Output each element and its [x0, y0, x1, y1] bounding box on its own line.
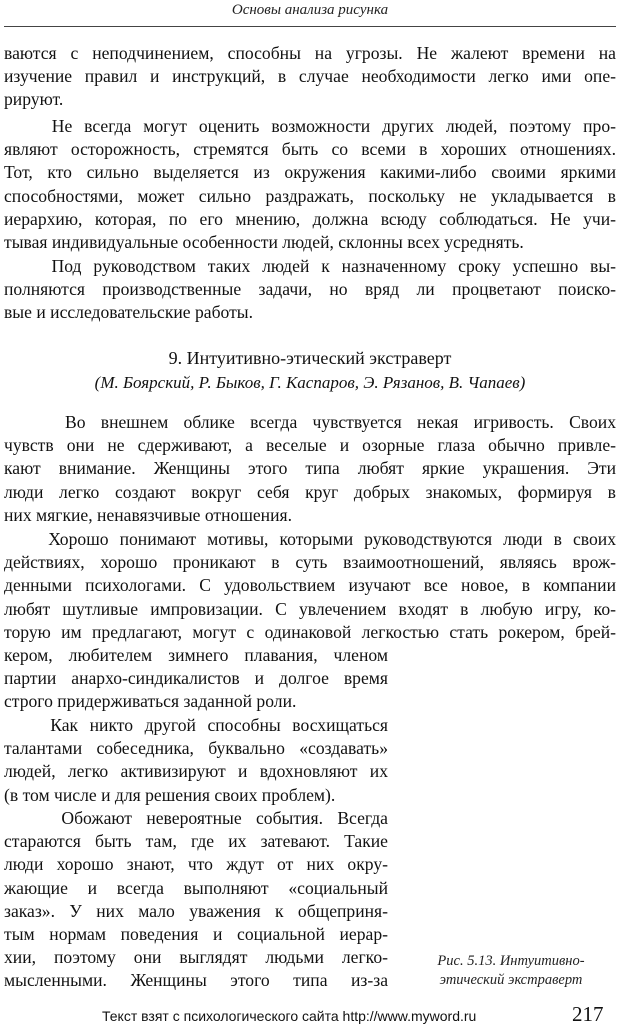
text-line: денными психологами. С удовольствием изучают все новое, в компании — [4, 575, 616, 596]
figure-caption — [408, 952, 614, 990]
text-line: действиях, хорошо проникают в суть взаимоотношений, являясь врож- — [4, 552, 616, 573]
text-line: Как никто другой способны восхищаться — [4, 715, 388, 735]
text-line: полняются производственные задачи, но вряд ли процветают поиско- — [4, 279, 616, 300]
text-line: мысленными. Женщины этого типа из-за — [4, 970, 388, 991]
paragraph-2 — [4, 115, 616, 254]
text-line: Не всегда могут оценить возможности других людей, поэтому про- — [4, 116, 616, 136]
text-line: являют осторожность, стремятся быть со всеми в хороших отношениях. — [4, 139, 616, 160]
text-line: кером, любителем зимнего плавания, членом — [4, 644, 388, 665]
paragraph-5 — [4, 528, 616, 714]
text-line: чувств они не сдерживают, а веселые и озорные глаза обычно привле- — [4, 435, 616, 456]
paragraph-1 — [4, 42, 616, 112]
text-line: Обожают невероятные события. Всегда — [4, 808, 388, 828]
header-rule — [4, 26, 616, 27]
text-line: любят шутливые импровизации. С увлечением входят в любую игру, ко- — [4, 598, 616, 619]
text-line: рируют. — [4, 89, 64, 110]
text-line: (в том числе и для решения своих проблем). — [4, 784, 336, 805]
section-subheading: (М. Боярский, Р. Быков, Г. Каспаров, Э. Рязанов, В. Чапаев) — [94, 373, 526, 392]
text-line: торую им предлагают, могут с одинаковой легкостью стать рокером, брей- — [4, 621, 616, 642]
text-line: Во внешнем облике всегда чувствуется некая игривость. Своих — [4, 412, 616, 432]
text-line: жающие и всегда выполняют «социальный — [4, 877, 388, 898]
caption-line: Рис. 5.13. Интуитивно- — [437, 953, 585, 969]
text-line: тывая индивидуальные особенности людей, склонны всех усреднять. — [4, 231, 524, 252]
text-line: люди хорошо знают, что ждут от них окру- — [4, 854, 388, 875]
text-line: вые и исследовательские работы. — [4, 302, 254, 323]
text-line: Хорошо понимают мотивы, которыми руководствуются люди в своих — [4, 529, 616, 549]
text-line: них мягкие, ненавязчивые отношения. — [4, 504, 292, 525]
text-line: строго придерживаться заданной роли. — [4, 691, 297, 712]
page-number: 217 — [572, 1002, 604, 1026]
text-line: хии, поэтому они выглядят людьми легко- — [4, 947, 388, 968]
text-line: талантами собеседника, буквально «создавать» — [4, 738, 388, 759]
text-line: партии анархо-синдикалистов и долгое время — [4, 668, 388, 689]
paragraph-4 — [4, 411, 616, 527]
text-line: Под руководством таких людей к назначенному сроку успешно вы- — [4, 256, 616, 276]
section-heading: 9. Интуитивно-этический экстраверт — [168, 348, 452, 368]
text-line: люди легко создают вокруг себя круг добрых знакомых, формируя в — [4, 481, 616, 502]
text-line: ваются с неподчинением, способны на угрозы. Не жалеют времени на — [4, 43, 616, 63]
source-footer: Текст взят с психологического сайта http://www.myword.ru — [102, 1008, 477, 1024]
paragraph-6 — [4, 714, 616, 807]
text-line: заказ». У них мало уважения к общеприня- — [4, 900, 388, 921]
text-line: людей, легко активизируют и вдохновляют их — [4, 761, 388, 782]
text-line: стараются быть там, где их затевают. Такие — [4, 831, 388, 852]
text-line: Тот, кто сильно выделяется из окружения какими-либо своими яркими — [4, 162, 616, 183]
running-header: Основы анализа рисунка — [231, 2, 389, 18]
text-line: способностями, может сильно раздражать, поскольку не укладывается в — [4, 185, 616, 206]
text-line: тым нормам поведения и социальной иерар- — [4, 923, 388, 944]
text-line: изучение правил и инструкций, в случае необходимости легко ими опе- — [4, 66, 616, 87]
paragraph-3 — [4, 255, 616, 325]
caption-line: этический экстраверт — [439, 972, 583, 988]
text-line: иерархию, которая, по его мнению, должна всюду соблюдаться. Не учи- — [4, 208, 616, 229]
text-line: кают внимание. Женщины этого типа любят яркие украшения. Эти — [4, 458, 616, 479]
